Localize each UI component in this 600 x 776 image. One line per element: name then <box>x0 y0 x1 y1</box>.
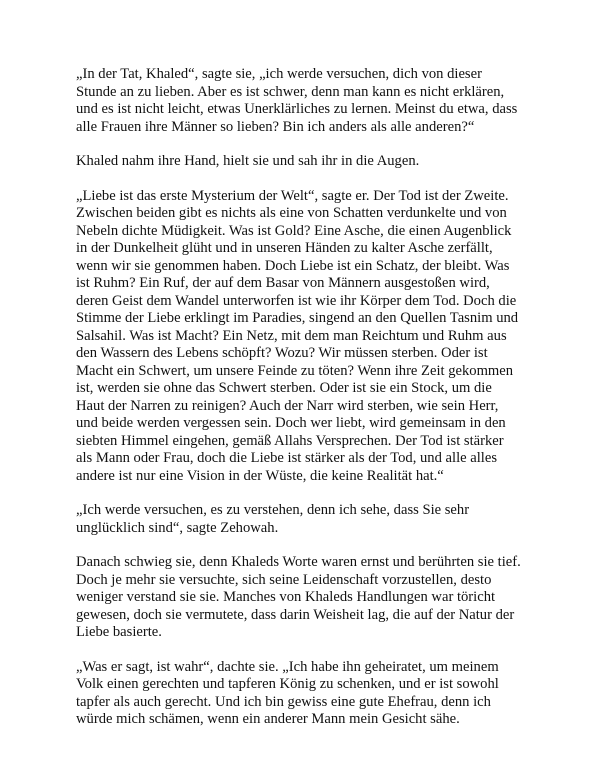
document-page <box>76 66 532 746</box>
paragraph-zehowah-question: „In der Tat, Khaled“, sagte sie, „ich werde versuchen, dich von dieser Stunde an zu lieben. Aber es ist schwer, denn man kann es nicht erklären, und es ist nicht leicht, etwas Unerklärliches zu lernen. Meinst du etwa, dass alle Frauen ihre Männer so lieben? Bin ich anders als alle anderen?“ <box>76 66 518 135</box>
paragraph-khaled-hand: Khaled nahm ihre Hand, hielt sie und sah ihr in die Augen. <box>76 153 420 169</box>
paragraph-khaled-speech: „Liebe ist das erste Mysterium der Welt“, sagte er. Der Tod ist der Zweite. Zwischen beiden gibt es nichts als eine von Schatten verdunkelte und von Nebeln dichte Müdigkeit. Was ist Gold? Eine Asche, die einen Augenblick in der Dunkelheit glüht und in unseren Händen zu kalter Asche zerfällt, wenn wir sie genommen haben. Doch Liebe ist ein Schatz, der bleibt. Was ist Ruhm? Ein Ruf, der auf dem Basar von Männern ausgestoßen wird, deren Geist dem Wandel unterworfen ist wie ihr Körper dem Tod. Doch die Stimme der Liebe erklingt im Paradies, singend an den Quellen Tasnim und Salsahil. Was ist Macht? Ein Netz, mit dem man Reichtum und Ruhm aus den Wassern des Lebens schöpft? Wozu? Wir müssen sterben. Oder ist Macht ein Schwert, um unsere Feinde zu töten? Wenn ihre Zeit gekommen ist, werden sie ohne das Schwert sterben. Oder ist sie ein Stock, um die Haut der Narren zu reinigen? Auch der Narr wird sterben, wie sein Herr, und beide werden vergessen sein. Doch wer liebt, wird gemeinsam in den siebten Himmel eingehen, gemäß Allahs Versprechen. Der Tod ist stärker als Mann oder Frau, doch die Liebe ist stärker als der Tod, und alle alles andere ist nur eine Vision in der Wüste, die keine Realität hat.“ <box>76 187 519 484</box>
paragraph-silence: Danach schwieg sie, denn Khaleds Worte waren ernst und berührten sie tief. Doch je mehr sie versuchte, sich seine Leidenschaft vorzustellen, desto weniger verstand sie sie. Manches von Khaleds Handlungen war töricht gewesen, doch sie vermutete, dass darin Weisheit lag, die auf der Natur der Liebe basierte. <box>76 554 521 640</box>
paragraph-zehowah-thought: „Was er sagt, ist wahr“, dachte sie. „Ich habe ihn geheiratet, um meinem Volk einen gerechten und tapferen König zu schenken, und er ist sowohl tapfer als auch gerecht. Und ich bin gewiss eine gute Ehefrau, denn ich würde mich schämen, wenn ein anderer Mann mein Gesicht sähe. <box>76 658 499 727</box>
paragraph-zehowah-reply: „Ich werde versuchen, es zu verstehen, denn ich sehe, dass Sie sehr unglücklich sind“, sagte Zehowah. <box>76 502 470 536</box>
